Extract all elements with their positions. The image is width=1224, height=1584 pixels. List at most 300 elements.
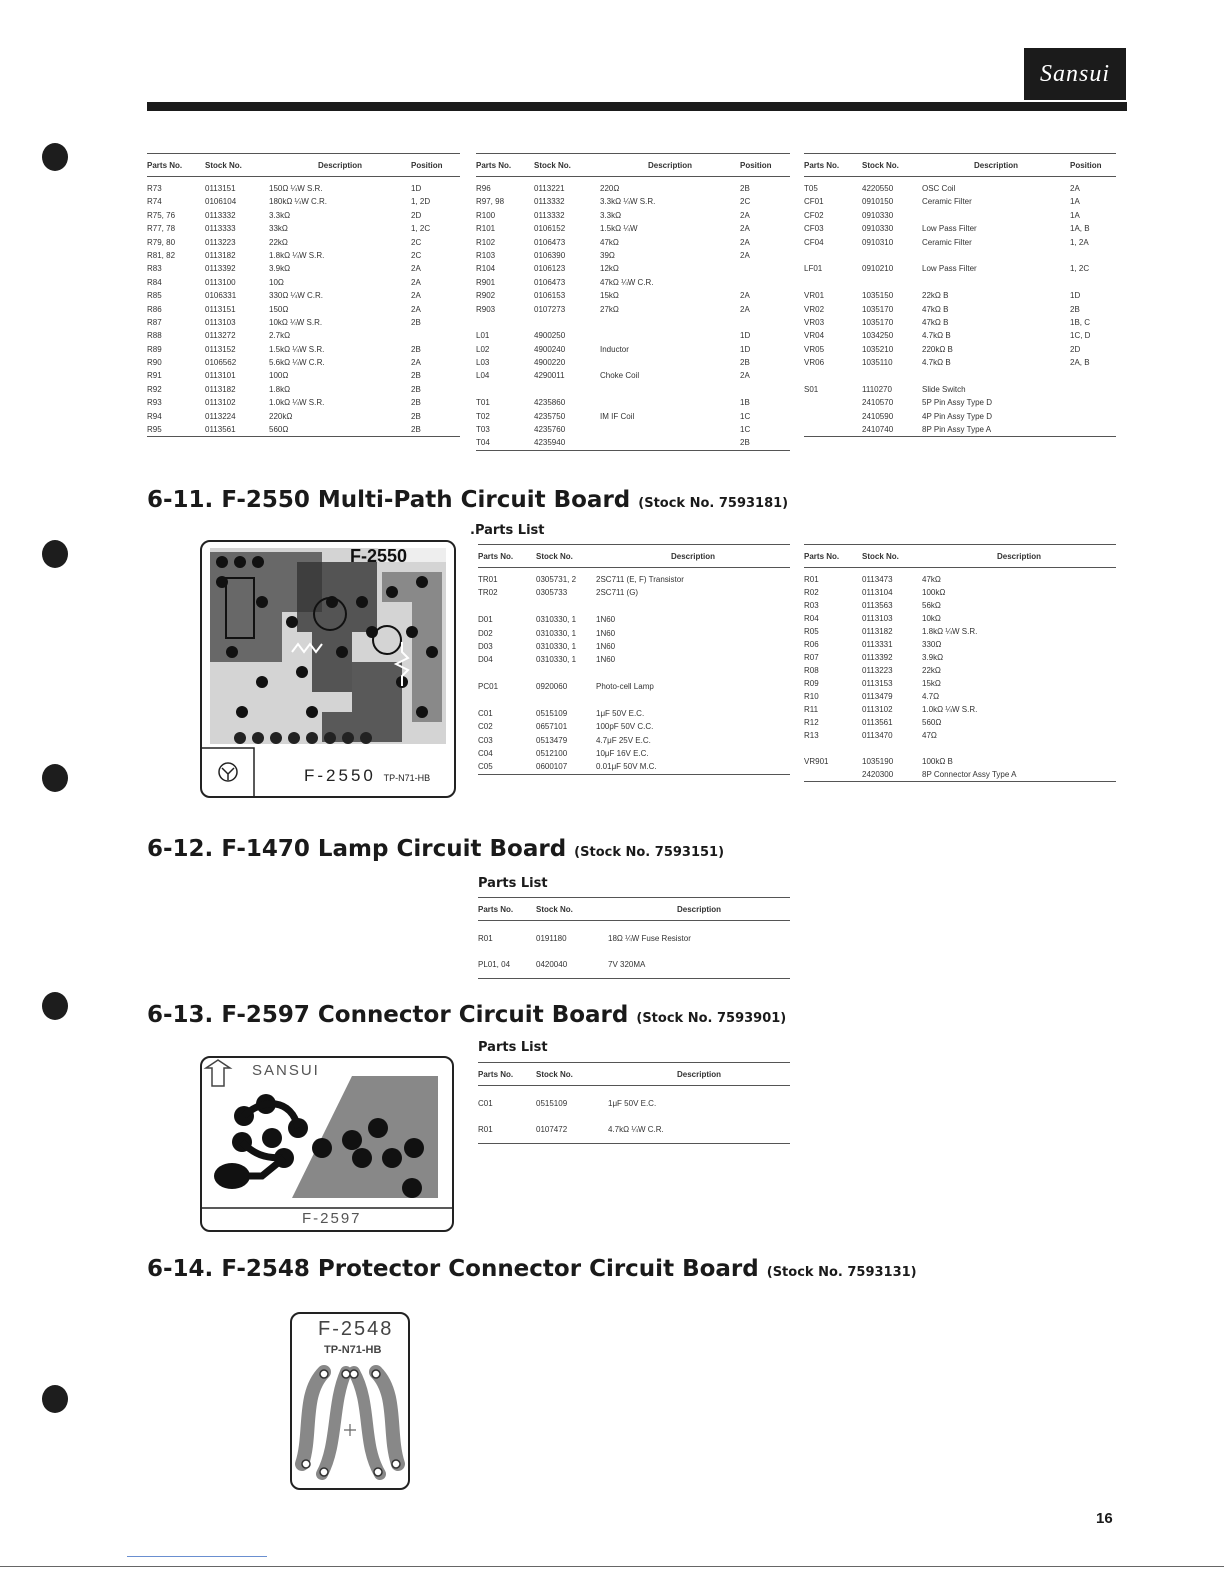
table-row — [478, 720, 790, 733]
table-cell: 0113100 — [205, 277, 236, 287]
table-row — [147, 356, 460, 369]
table-row — [804, 249, 1116, 262]
table-cell — [536, 600, 596, 613]
parts-list-label: .Parts List — [470, 523, 545, 538]
table-row — [804, 303, 1116, 316]
table-row — [804, 236, 1116, 249]
table-cell: 2SC711 (E, F) Transistor — [596, 575, 684, 584]
board-label: F-2597 — [302, 1210, 362, 1227]
table-cell: R93 — [147, 398, 162, 408]
table-cell: R03 — [804, 601, 819, 610]
table-cell: 22kΩ B — [922, 291, 949, 301]
table-row — [147, 329, 460, 342]
table-cell: 1.5kΩ ¼W — [600, 224, 638, 234]
table-row — [478, 640, 790, 653]
table-row — [804, 383, 1116, 396]
section-number: 6-12. — [147, 836, 214, 862]
table-cell — [478, 694, 536, 707]
column-header: Description — [670, 552, 715, 561]
table-cell: 1D — [1070, 291, 1081, 301]
table-cell: T01 — [476, 398, 490, 408]
board-label: F-2548 — [318, 1318, 394, 1340]
table-row — [478, 952, 790, 978]
section-stock: (Stock No. 7593131) — [766, 1265, 917, 1280]
table-cell: 2A — [411, 304, 421, 314]
table-cell: T02 — [476, 411, 490, 421]
table-cell: 0113332 — [205, 210, 236, 220]
table-row — [478, 747, 790, 760]
table-row — [147, 182, 460, 195]
footer-rule — [0, 1566, 1224, 1567]
section-6-13-title — [147, 1002, 786, 1028]
section-number: 6-11. — [147, 487, 214, 513]
table-cell: 2C — [740, 197, 751, 207]
table-row — [804, 329, 1116, 342]
table-cell: 8P Pin Assy Type A — [922, 425, 992, 435]
table-cell: 0113333 — [205, 224, 236, 234]
table-row — [804, 182, 1116, 195]
table-cell: 0910310 — [862, 237, 894, 247]
column-header: Position — [411, 161, 443, 170]
table-cell: 1.8kΩ ¼W S.R. — [922, 627, 978, 636]
table-cell: 0106473 — [534, 237, 566, 247]
table-row — [147, 303, 460, 316]
table-cell — [600, 436, 740, 449]
table-row — [804, 768, 1116, 781]
table-cell: R11 — [804, 705, 819, 714]
table-cell: 330Ω ¼W C.R. — [269, 291, 323, 301]
table-cell: C05 — [478, 762, 493, 772]
binder-hole — [42, 540, 68, 568]
table-cell: Photo-cell Lamp — [596, 682, 654, 692]
table-cell: 1.0kΩ ¼W S.R. — [269, 398, 325, 408]
table-cell: 0113470 — [862, 731, 893, 740]
table-cell: 0106331 — [205, 291, 237, 301]
table-cell: 1A — [1070, 197, 1080, 207]
table-cell: R89 — [147, 344, 162, 354]
table-cell — [596, 667, 790, 680]
table-cell: 0113392 — [862, 653, 893, 662]
table-cell: 47kΩ B — [922, 304, 949, 314]
table-cell: 0113152 — [205, 344, 236, 354]
table-cell: 1N60 — [596, 655, 616, 665]
table-cell: 10μF 16V E.C. — [596, 749, 649, 759]
column-header: Stock No. — [862, 552, 899, 561]
table-cell: 47kΩ — [600, 237, 619, 247]
table-cell: C02 — [478, 722, 493, 732]
column-header: Stock No. — [536, 552, 573, 561]
table-cell: 47kΩ ¼W C.R. — [600, 277, 654, 287]
table-cell: R94 — [147, 411, 162, 421]
table-cell: R95 — [147, 425, 162, 435]
table-cell — [1070, 249, 1116, 262]
table-cell: CF04 — [804, 237, 824, 247]
table-header — [478, 898, 790, 921]
table-cell: 2B — [411, 411, 421, 421]
table-row — [476, 316, 790, 329]
section-name: F-2550 Multi-Path Circuit Board — [221, 487, 631, 513]
table-row — [476, 436, 790, 449]
table-cell: 0512100 — [536, 749, 568, 759]
table-cell: R103 — [476, 250, 496, 260]
table-row — [804, 729, 1116, 742]
table-cell — [411, 329, 460, 342]
section-stock: (Stock No. 7593151) — [574, 845, 725, 860]
table-row — [478, 707, 790, 720]
table-row — [804, 343, 1116, 356]
table-cell: 2A, B — [1070, 358, 1090, 368]
table-row — [476, 262, 790, 275]
table-cell: S01 — [804, 384, 819, 394]
table-row — [147, 222, 460, 235]
table-cell: 0910330 — [862, 224, 894, 234]
table-cell: 2A — [740, 237, 750, 247]
table-cell: R01 — [804, 575, 819, 584]
table-cell: T03 — [476, 425, 490, 435]
table-cell: 4900250 — [534, 331, 566, 341]
table-cell: 2B — [411, 425, 421, 435]
table-cell: 4.7kΩ B — [922, 331, 951, 341]
table-cell — [600, 316, 740, 329]
section-number: 6-14. — [147, 1256, 214, 1282]
table-cell: CF03 — [804, 224, 824, 234]
table-cell: R102 — [476, 237, 496, 247]
table-cell — [740, 383, 790, 396]
table-cell: 4.7kΩ ¼W C.R. — [608, 1125, 664, 1134]
table-cell — [804, 276, 862, 289]
table-cell: R12 — [804, 718, 819, 727]
table-cell: Ceramic Filter — [922, 237, 972, 247]
column-header: Position — [740, 161, 772, 170]
f2550-parts-table-left — [478, 544, 790, 775]
table-cell: 2A — [411, 358, 421, 368]
table-cell: 1.5kΩ ¼W S.R. — [269, 344, 325, 354]
table-row — [147, 396, 460, 409]
table-cell: 1C — [740, 411, 751, 421]
table-cell: 3.3kΩ ¼W S.R. — [600, 197, 656, 207]
table-row — [478, 1091, 790, 1117]
table-row — [147, 276, 460, 289]
table-row — [804, 703, 1116, 716]
table-cell: 3.9kΩ — [922, 653, 944, 662]
column-header: Parts No. — [478, 905, 514, 914]
table-cell: R903 — [476, 304, 496, 314]
table-cell: 22kΩ — [269, 237, 288, 247]
table-cell — [922, 742, 1116, 755]
table-cell — [478, 667, 536, 680]
column-header: Description — [973, 161, 1018, 170]
table-cell: VR03 — [804, 317, 825, 327]
table-cell: 18Ω ¼W Fuse Resistor — [608, 934, 691, 943]
table-row — [804, 664, 1116, 677]
table-cell: R01 — [478, 934, 493, 943]
section-stock: (Stock No. 7593901) — [636, 1011, 787, 1026]
table-cell: 1035150 — [862, 291, 894, 301]
table-cell: R97, 98 — [476, 197, 505, 207]
table-cell — [804, 396, 862, 409]
table-cell — [862, 249, 922, 262]
binder-hole — [42, 1385, 68, 1413]
table-cell — [600, 329, 740, 342]
table-row — [476, 222, 790, 235]
table-cell: 12kΩ — [600, 264, 619, 274]
table-cell: 1035170 — [862, 317, 894, 327]
table-cell: 3.3kΩ — [269, 210, 291, 220]
table-cell: 2A — [740, 224, 750, 234]
table-row — [804, 289, 1116, 302]
table-cell — [862, 276, 922, 289]
table-cell: 0310330, 1 — [536, 655, 577, 665]
table-cell: Inductor — [600, 344, 629, 354]
binder-hole — [42, 764, 68, 792]
table-row — [478, 573, 790, 586]
table-cell: 0305733 — [536, 588, 568, 598]
table-cell — [1070, 276, 1116, 289]
table-row — [476, 396, 790, 409]
table-cell: 5P Pin Assy Type D — [922, 398, 992, 408]
table-cell: 2A — [740, 371, 750, 381]
board-sub-label: TP-N71-HB — [324, 1344, 382, 1356]
table-cell — [600, 423, 740, 436]
table-cell: 0113224 — [205, 411, 236, 421]
binder-hole — [42, 992, 68, 1020]
table-cell: 0113151 — [205, 304, 236, 314]
table-cell — [600, 383, 740, 396]
table-row — [476, 182, 790, 195]
table-cell: T04 — [476, 438, 490, 448]
section-6-11-title — [147, 487, 788, 513]
table-cell — [862, 742, 922, 755]
table-cell: 2D — [1070, 344, 1081, 354]
table-cell: R08 — [804, 666, 819, 675]
table-cell: 2B — [411, 398, 421, 408]
table-row — [804, 716, 1116, 729]
table-cell: 4900220 — [534, 358, 566, 368]
table-cell: LF01 — [804, 264, 823, 274]
table-cell: Low Pass Filter — [922, 224, 977, 234]
board-label-text: F-2550 — [304, 766, 376, 785]
table-cell: 0113331 — [862, 640, 893, 649]
table-cell: R100 — [476, 210, 496, 220]
table-cell: 150Ω ¼W S.R. — [269, 184, 323, 193]
table-cell: 5.6kΩ ¼W C.R. — [269, 358, 325, 368]
table-row — [804, 276, 1116, 289]
table-cell: 1D — [740, 344, 751, 354]
table-cell: 39Ω — [600, 250, 615, 260]
table-row — [804, 209, 1116, 222]
table-cell — [804, 249, 862, 262]
table-cell — [804, 742, 862, 755]
table-cell: 0106390 — [534, 250, 566, 260]
table-cell: 2D — [411, 210, 422, 220]
table-header — [804, 545, 1116, 568]
table-cell: 0113102 — [862, 705, 893, 714]
board-top-label: F-2550 — [350, 546, 408, 566]
table-cell: 1N60 — [596, 641, 616, 651]
table-cell: 0113151 — [205, 184, 236, 193]
table-cell — [804, 768, 862, 781]
table-cell: R79, 80 — [147, 237, 176, 247]
table-cell: 2A — [411, 277, 421, 287]
table-cell: 1A — [1070, 210, 1080, 220]
table-cell: 1D — [740, 331, 751, 341]
table-cell: 0515109 — [536, 708, 568, 718]
table-row — [147, 423, 460, 436]
table-row — [804, 356, 1116, 369]
table-cell: 2A — [740, 250, 750, 260]
section-name: F-2597 Connector Circuit Board — [221, 1002, 629, 1028]
table-cell: 2B — [740, 438, 750, 448]
table-cell: R06 — [804, 640, 819, 649]
table-cell: 0113392 — [205, 264, 236, 274]
table-cell: R84 — [147, 277, 162, 287]
table-cell: 4235940 — [534, 438, 566, 448]
table-cell: L03 — [476, 358, 490, 368]
table-cell: 1035210 — [862, 344, 894, 354]
f2550-parts-table-right — [804, 544, 1116, 782]
table-cell: 7V 320MA — [608, 960, 646, 969]
table-cell: R88 — [147, 331, 162, 341]
table-cell: D03 — [478, 641, 493, 651]
table-cell: C01 — [478, 1099, 493, 1108]
table-cell: C01 — [478, 708, 493, 718]
table-cell: 27kΩ — [600, 304, 619, 314]
table-cell: 1D — [411, 184, 422, 193]
column-header: Description — [317, 161, 362, 170]
table-cell: 0106153 — [534, 291, 566, 301]
table-cell: R75, 76 — [147, 210, 176, 220]
section-number: 6-13. — [147, 1002, 214, 1028]
table-cell: 1C — [740, 425, 751, 435]
table-cell — [534, 383, 600, 396]
table-row — [478, 926, 790, 952]
table-cell: 100kΩ B — [922, 757, 953, 766]
table-cell: 2B — [411, 384, 421, 394]
table-cell — [600, 396, 740, 409]
table-cell: PL01, 04 — [478, 960, 511, 969]
footer-link-line — [127, 1556, 267, 1557]
table-cell — [804, 410, 862, 423]
table-cell: 10Ω — [269, 277, 284, 287]
table-cell: 4.7Ω — [922, 692, 940, 701]
table-row — [147, 410, 460, 423]
table-cell: 0113182 — [205, 250, 236, 260]
table-cell — [534, 316, 600, 329]
table-cell: 150Ω — [269, 304, 289, 314]
table-cell: 0113561 — [862, 718, 893, 727]
table-cell: CF01 — [804, 197, 824, 207]
table-cell: 10kΩ ¼W S.R. — [269, 317, 323, 327]
table-cell: R902 — [476, 291, 496, 301]
table-cell: 2A — [740, 304, 750, 314]
table-cell — [804, 369, 862, 382]
table-cell — [922, 369, 1070, 382]
parts-table-1 — [147, 153, 460, 437]
table-row — [476, 329, 790, 342]
parts-table-2 — [476, 153, 790, 451]
table-row — [804, 625, 1116, 638]
f2548-board-illustration — [290, 1312, 410, 1490]
table-row — [476, 343, 790, 356]
table-cell: 1.8kΩ ¼W S.R. — [269, 250, 325, 260]
table-cell: IM IF Coil — [600, 411, 635, 421]
table-cell: 2B — [740, 358, 750, 368]
table-cell: 1, 2A — [1070, 237, 1089, 247]
table-cell — [1070, 396, 1116, 409]
table-cell: 4.7kΩ B — [922, 358, 951, 368]
table-cell: 1A, B — [1070, 224, 1090, 234]
table-cell: R73 — [147, 184, 162, 193]
table-cell: R101 — [476, 224, 496, 234]
table-cell: R02 — [804, 588, 819, 597]
table-cell: 2B — [411, 317, 421, 327]
table-cell: CF02 — [804, 210, 824, 220]
table-cell: 2A — [740, 291, 750, 301]
table-cell: 560Ω — [269, 425, 289, 435]
table-cell: 0910150 — [862, 197, 894, 207]
table-cell: 0515109 — [536, 1099, 568, 1108]
table-cell — [600, 356, 740, 369]
table-cell — [1070, 383, 1116, 396]
table-row — [804, 690, 1116, 703]
table-cell: 0310330, 1 — [536, 628, 577, 638]
table-cell: L04 — [476, 371, 490, 381]
table-cell: 0113473 — [862, 575, 893, 584]
table-cell: 1, 2C — [1070, 264, 1090, 274]
table-cell: 2A — [1070, 184, 1080, 193]
table-cell: 0107273 — [534, 304, 566, 314]
f2550-board-illustration — [200, 540, 456, 798]
table-row — [804, 599, 1116, 612]
section-6-14-title — [147, 1256, 917, 1282]
table-cell: 10kΩ — [922, 614, 941, 623]
table-cell: 0310330, 1 — [536, 641, 577, 651]
table-row — [478, 653, 790, 666]
board-sub-label: TP-N71-HB — [383, 773, 431, 783]
table-cell — [596, 694, 790, 707]
table-cell: 0106562 — [205, 358, 237, 368]
table-row — [147, 236, 460, 249]
table-row — [804, 195, 1116, 208]
table-cell: R91 — [147, 371, 162, 381]
f2550-circuit-art — [202, 542, 454, 796]
table-cell: 560Ω — [922, 718, 942, 727]
table-cell: R83 — [147, 264, 162, 274]
table-row — [476, 410, 790, 423]
table-row — [147, 195, 460, 208]
table-cell: 1μF 50V E.C. — [608, 1099, 657, 1108]
column-header: Parts No. — [476, 161, 512, 170]
table-row — [476, 276, 790, 289]
table-row — [804, 677, 1116, 690]
table-cell: 180kΩ ¼W C.R. — [269, 197, 327, 207]
table-header — [478, 1063, 790, 1086]
table-row — [804, 222, 1116, 235]
table-cell: 1N60 — [596, 615, 616, 625]
table-cell — [740, 316, 790, 329]
table-cell: Low Pass Filter — [922, 264, 977, 274]
table-cell: 4900240 — [534, 344, 566, 354]
table-cell: 2B — [1070, 304, 1080, 314]
table-cell: D02 — [478, 628, 493, 638]
table-cell — [478, 600, 536, 613]
table-row — [804, 612, 1116, 625]
table-cell: 1.0kΩ ¼W S.R. — [922, 705, 978, 714]
column-header: Stock No. — [534, 161, 571, 170]
table-row — [476, 423, 790, 436]
table-cell: VR06 — [804, 358, 825, 368]
table-row — [476, 383, 790, 396]
